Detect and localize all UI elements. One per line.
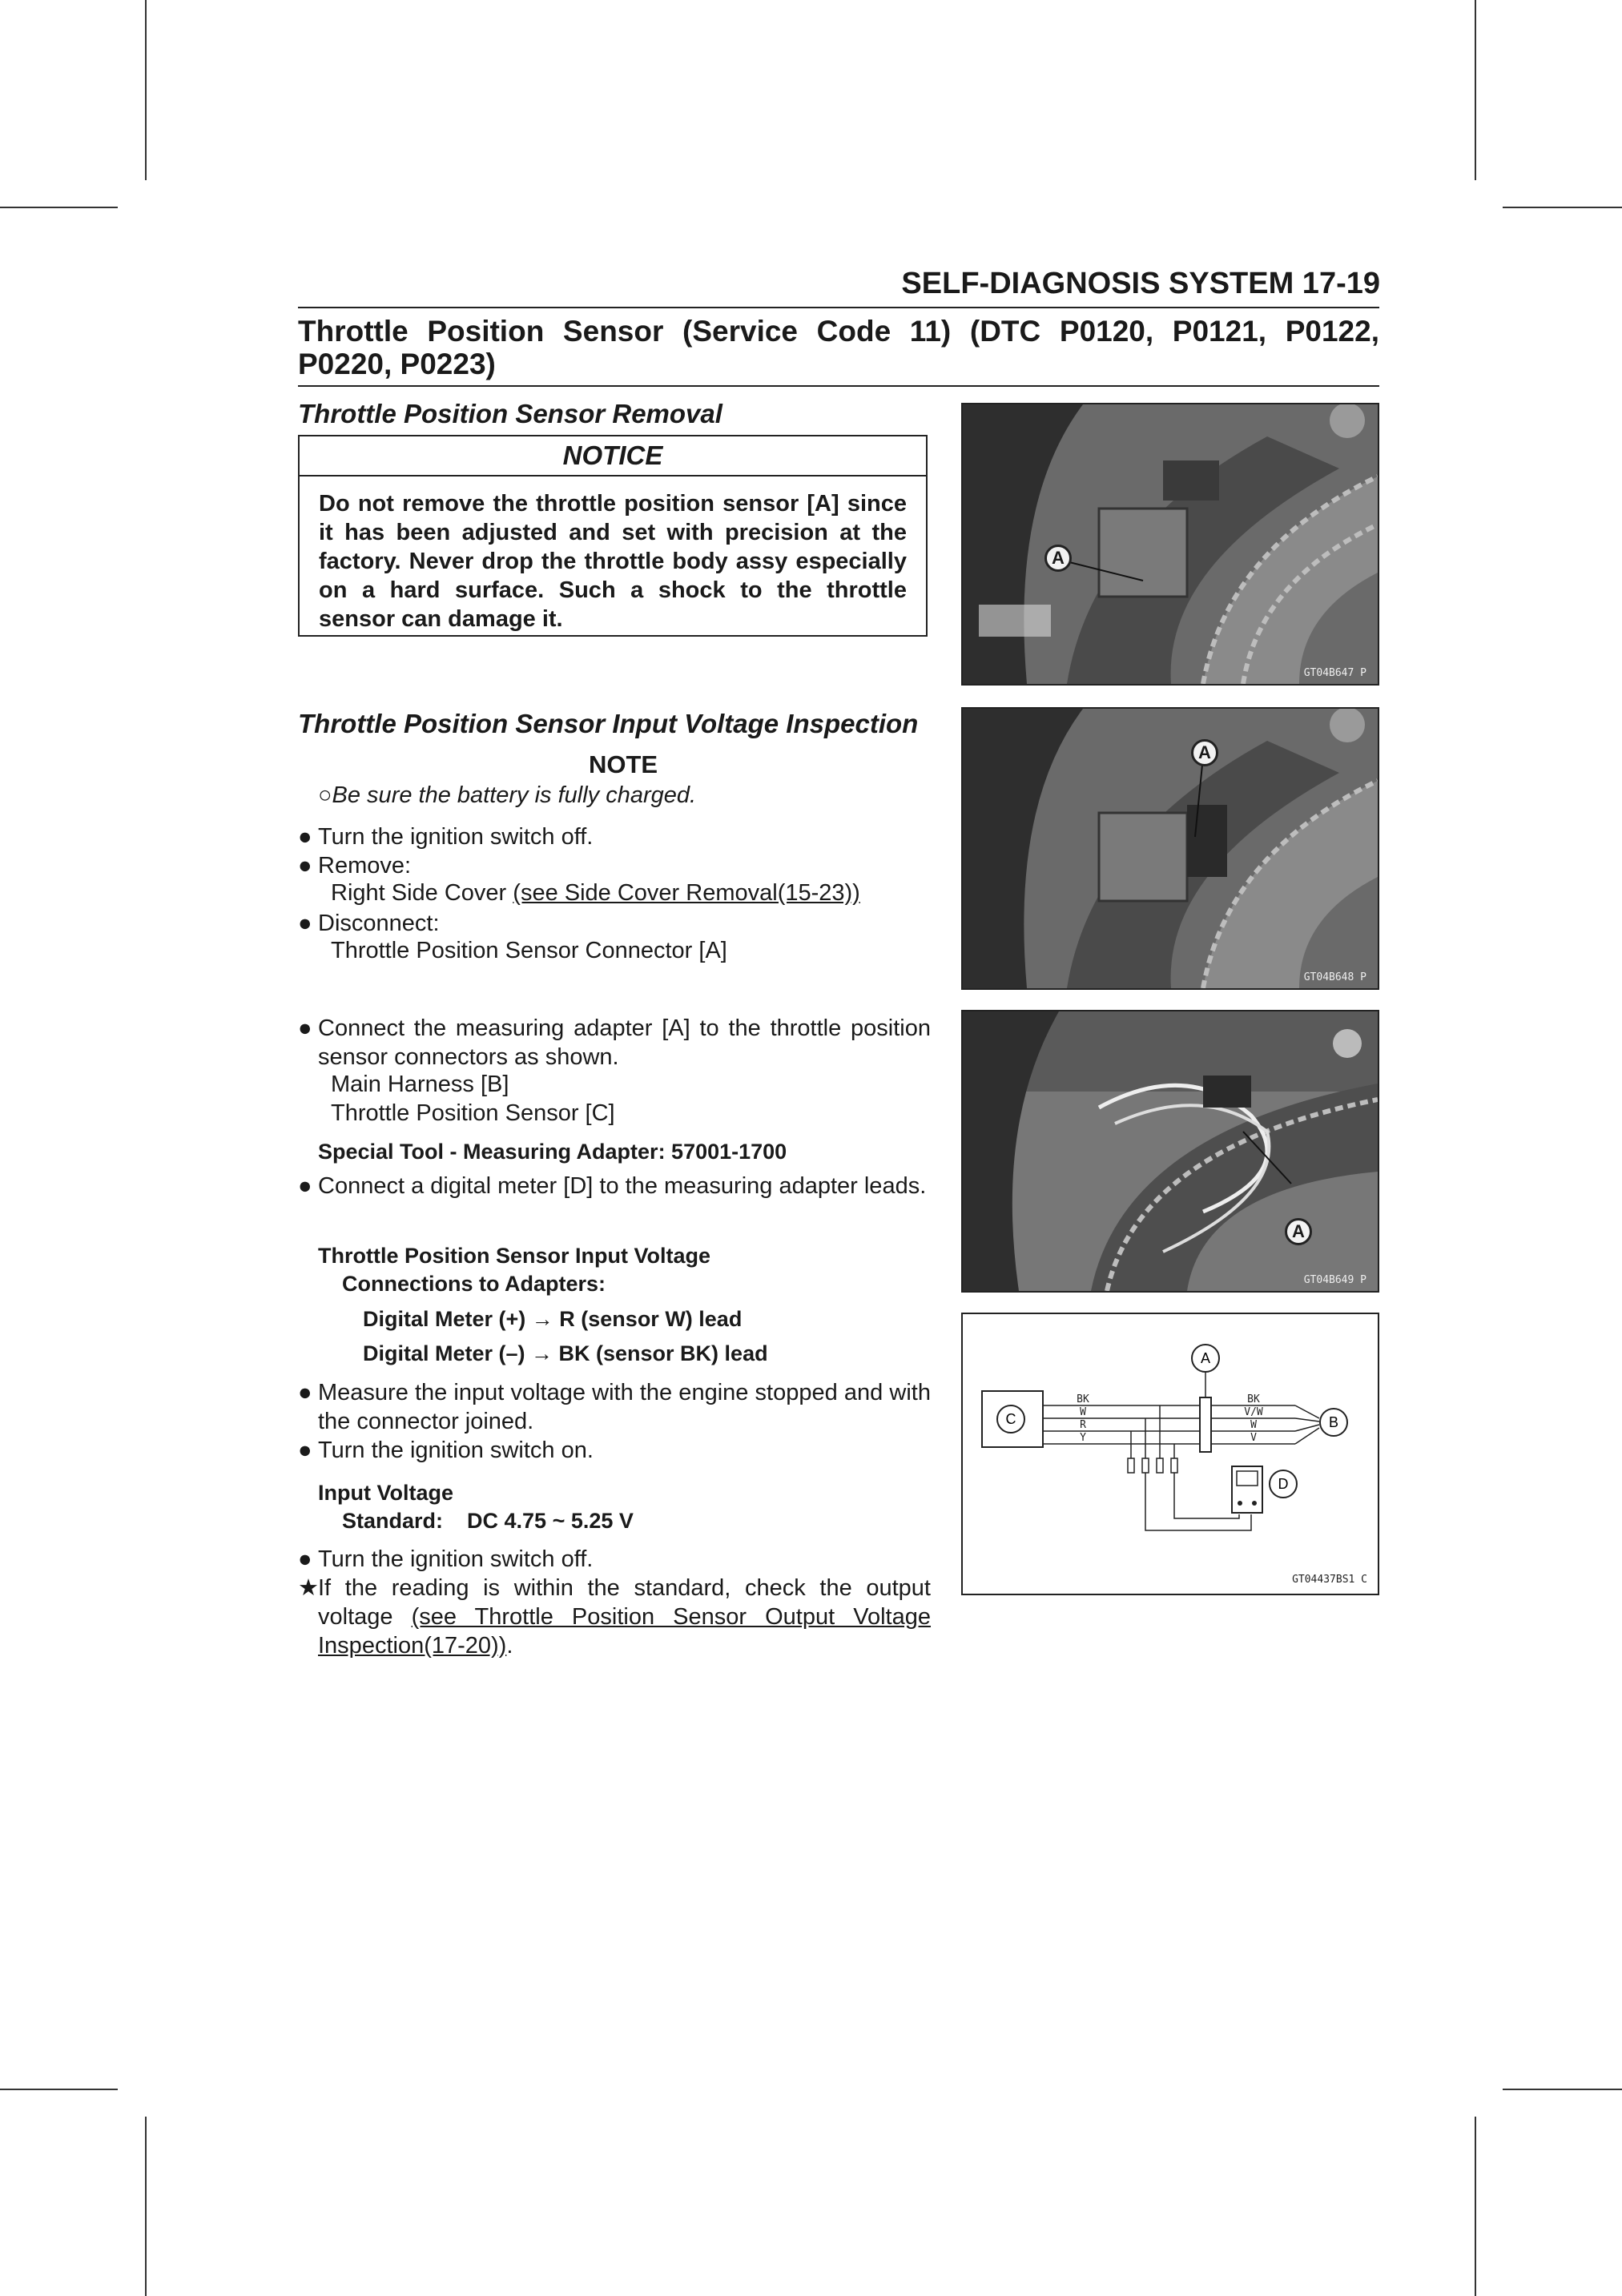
note-line (318, 782, 696, 809)
step-sub: Main Harness [B] (331, 1072, 509, 1097)
step-text: Remove: (318, 853, 412, 879)
photo-code: GT04B647 P (1303, 667, 1366, 679)
wire-label: W (1250, 1419, 1257, 1431)
step-item (298, 1014, 931, 1072)
crop-mark (1475, 0, 1476, 180)
output-voltage-link[interactable]: (see Throttle Position Sensor Output Voltage Inspection(17-20)) (318, 1604, 932, 1659)
crop-mark (1503, 2089, 1622, 2090)
side-cover-link[interactable]: (see Side Cover Removal(15-23)) (513, 880, 860, 906)
step-item (298, 1545, 931, 1574)
step-text: Measure the input voltage with the engine stopped and with the connector joined. (318, 1380, 931, 1434)
crop-mark (1503, 207, 1622, 208)
inspection-heading: Throttle Position Sensor Input Voltage Inspection (298, 709, 919, 738)
removal-heading: Throttle Position Sensor Removal (298, 399, 722, 428)
step-text-main: If the reading is within the standard, check the output voltage (318, 1575, 931, 1630)
right-wires (1211, 1393, 1319, 1444)
step-text: Disconnect: (318, 911, 440, 936)
connection-line: Digital Meter (–) → BK (sensor BK) lead (363, 1341, 768, 1365)
step-sub (331, 880, 860, 907)
left-wires (1043, 1393, 1200, 1444)
callout-a: A (1191, 739, 1218, 766)
step-sub-text: Right Side Cover (331, 880, 513, 906)
photo-illustration (963, 1011, 1378, 1291)
photo-code: GT04B648 P (1303, 971, 1366, 983)
step-text: Connect the measuring adapter [A] to the throttle position sensor connectors as shown. (318, 1015, 931, 1070)
section-title: Throttle Position Sensor (Service Code 11) (DTC P0120, P0121, P0122, P0220, P0223) (298, 315, 1379, 380)
bullet-icon: ● (298, 1380, 312, 1405)
step-text: Turn the ignition switch off. (318, 1546, 594, 1572)
callout-a: A (1285, 1218, 1312, 1245)
photo-throttle-sensor (961, 403, 1379, 686)
step-item (298, 909, 931, 938)
step-item (298, 851, 931, 880)
notice-text: Do not remove the throttle position sensor [A] since it has been adjusted and set with precision at the factory. Never drop the throttle body assy especially on a hard surface. Such a shock to the throttle sensor can damage it. (319, 491, 907, 632)
special-tool: Special Tool - Measuring Adapter: 57001-1700 (318, 1140, 787, 1164)
wiring-diagram-svg (963, 1314, 1378, 1594)
connection-line: Digital Meter (+) → R (sensor W) lead (363, 1307, 743, 1331)
bullet-icon: ● (298, 1438, 312, 1463)
spec-title: Input Voltage (318, 1481, 453, 1505)
wire-label: Y (1080, 1432, 1086, 1444)
photo-measuring-adapter (961, 1010, 1379, 1293)
step-text: Turn the ignition switch on. (318, 1438, 594, 1463)
page-header: SELF-DIAGNOSIS SYSTEM 17-19 (901, 267, 1380, 300)
crop-mark (145, 0, 147, 180)
wiring-diagram (961, 1313, 1379, 1595)
photo-illustration (963, 404, 1378, 684)
bullet-icon: ● (298, 1015, 312, 1041)
wire-label: BK (1247, 1393, 1260, 1405)
step-sub: Throttle Position Sensor [C] (331, 1100, 615, 1126)
step-item (298, 1378, 931, 1436)
wire-label: V/W (1244, 1406, 1263, 1418)
bullet-icon: ● (298, 1546, 312, 1572)
title-rule (298, 385, 1379, 387)
bullet-icon: ● (298, 1173, 312, 1199)
bullet-icon: ● (298, 911, 312, 936)
photo-sensor-connector (961, 707, 1379, 990)
wire-label: BK (1077, 1393, 1089, 1405)
crop-mark (145, 2117, 147, 2296)
label-d: D (1278, 1476, 1289, 1492)
crop-mark (0, 207, 118, 208)
step-text (318, 1574, 931, 1660)
wire-label: W (1080, 1406, 1086, 1418)
spec-line: Standard: DC 4.75 ~ 5.25 V (342, 1509, 634, 1533)
star-icon: ★ (298, 1575, 319, 1601)
note-text: Be sure the battery is fully charged. (332, 782, 697, 808)
bullet-icon: ● (298, 853, 312, 879)
connection-subtitle: Connections to Adapters: (342, 1272, 606, 1296)
notice-label: NOTICE (300, 436, 926, 476)
note-mark: ○ (318, 782, 332, 808)
label-b: B (1328, 1414, 1339, 1430)
step-text: Turn the ignition switch off. (318, 824, 594, 850)
wire-label: V (1250, 1432, 1257, 1444)
bullet-icon: ● (298, 824, 312, 850)
step-item (298, 1436, 931, 1465)
note-label: NOTE (589, 750, 658, 778)
label-c: C (1005, 1411, 1016, 1427)
callout-a: A (1044, 545, 1072, 572)
photo-illustration (963, 709, 1378, 988)
step-sub: Throttle Position Sensor Connector [A] (331, 938, 727, 963)
step-item (298, 822, 931, 851)
wire-label: R (1080, 1419, 1086, 1431)
step-item (298, 1574, 931, 1660)
diagram-code: GT04437BS1 C (1292, 1574, 1367, 1586)
label-a: A (1200, 1350, 1211, 1366)
step-text: Connect a digital meter [D] to the measuring adapter leads. (318, 1173, 927, 1199)
photo-code: GT04B649 P (1303, 1274, 1366, 1286)
crop-mark (1475, 2117, 1476, 2296)
step-text-end: . (506, 1633, 513, 1659)
header-rule (298, 307, 1379, 308)
notice-box (298, 435, 928, 637)
connection-title: Throttle Position Sensor Input Voltage (318, 1244, 711, 1268)
step-item (298, 1172, 931, 1200)
crop-mark (0, 2089, 118, 2090)
